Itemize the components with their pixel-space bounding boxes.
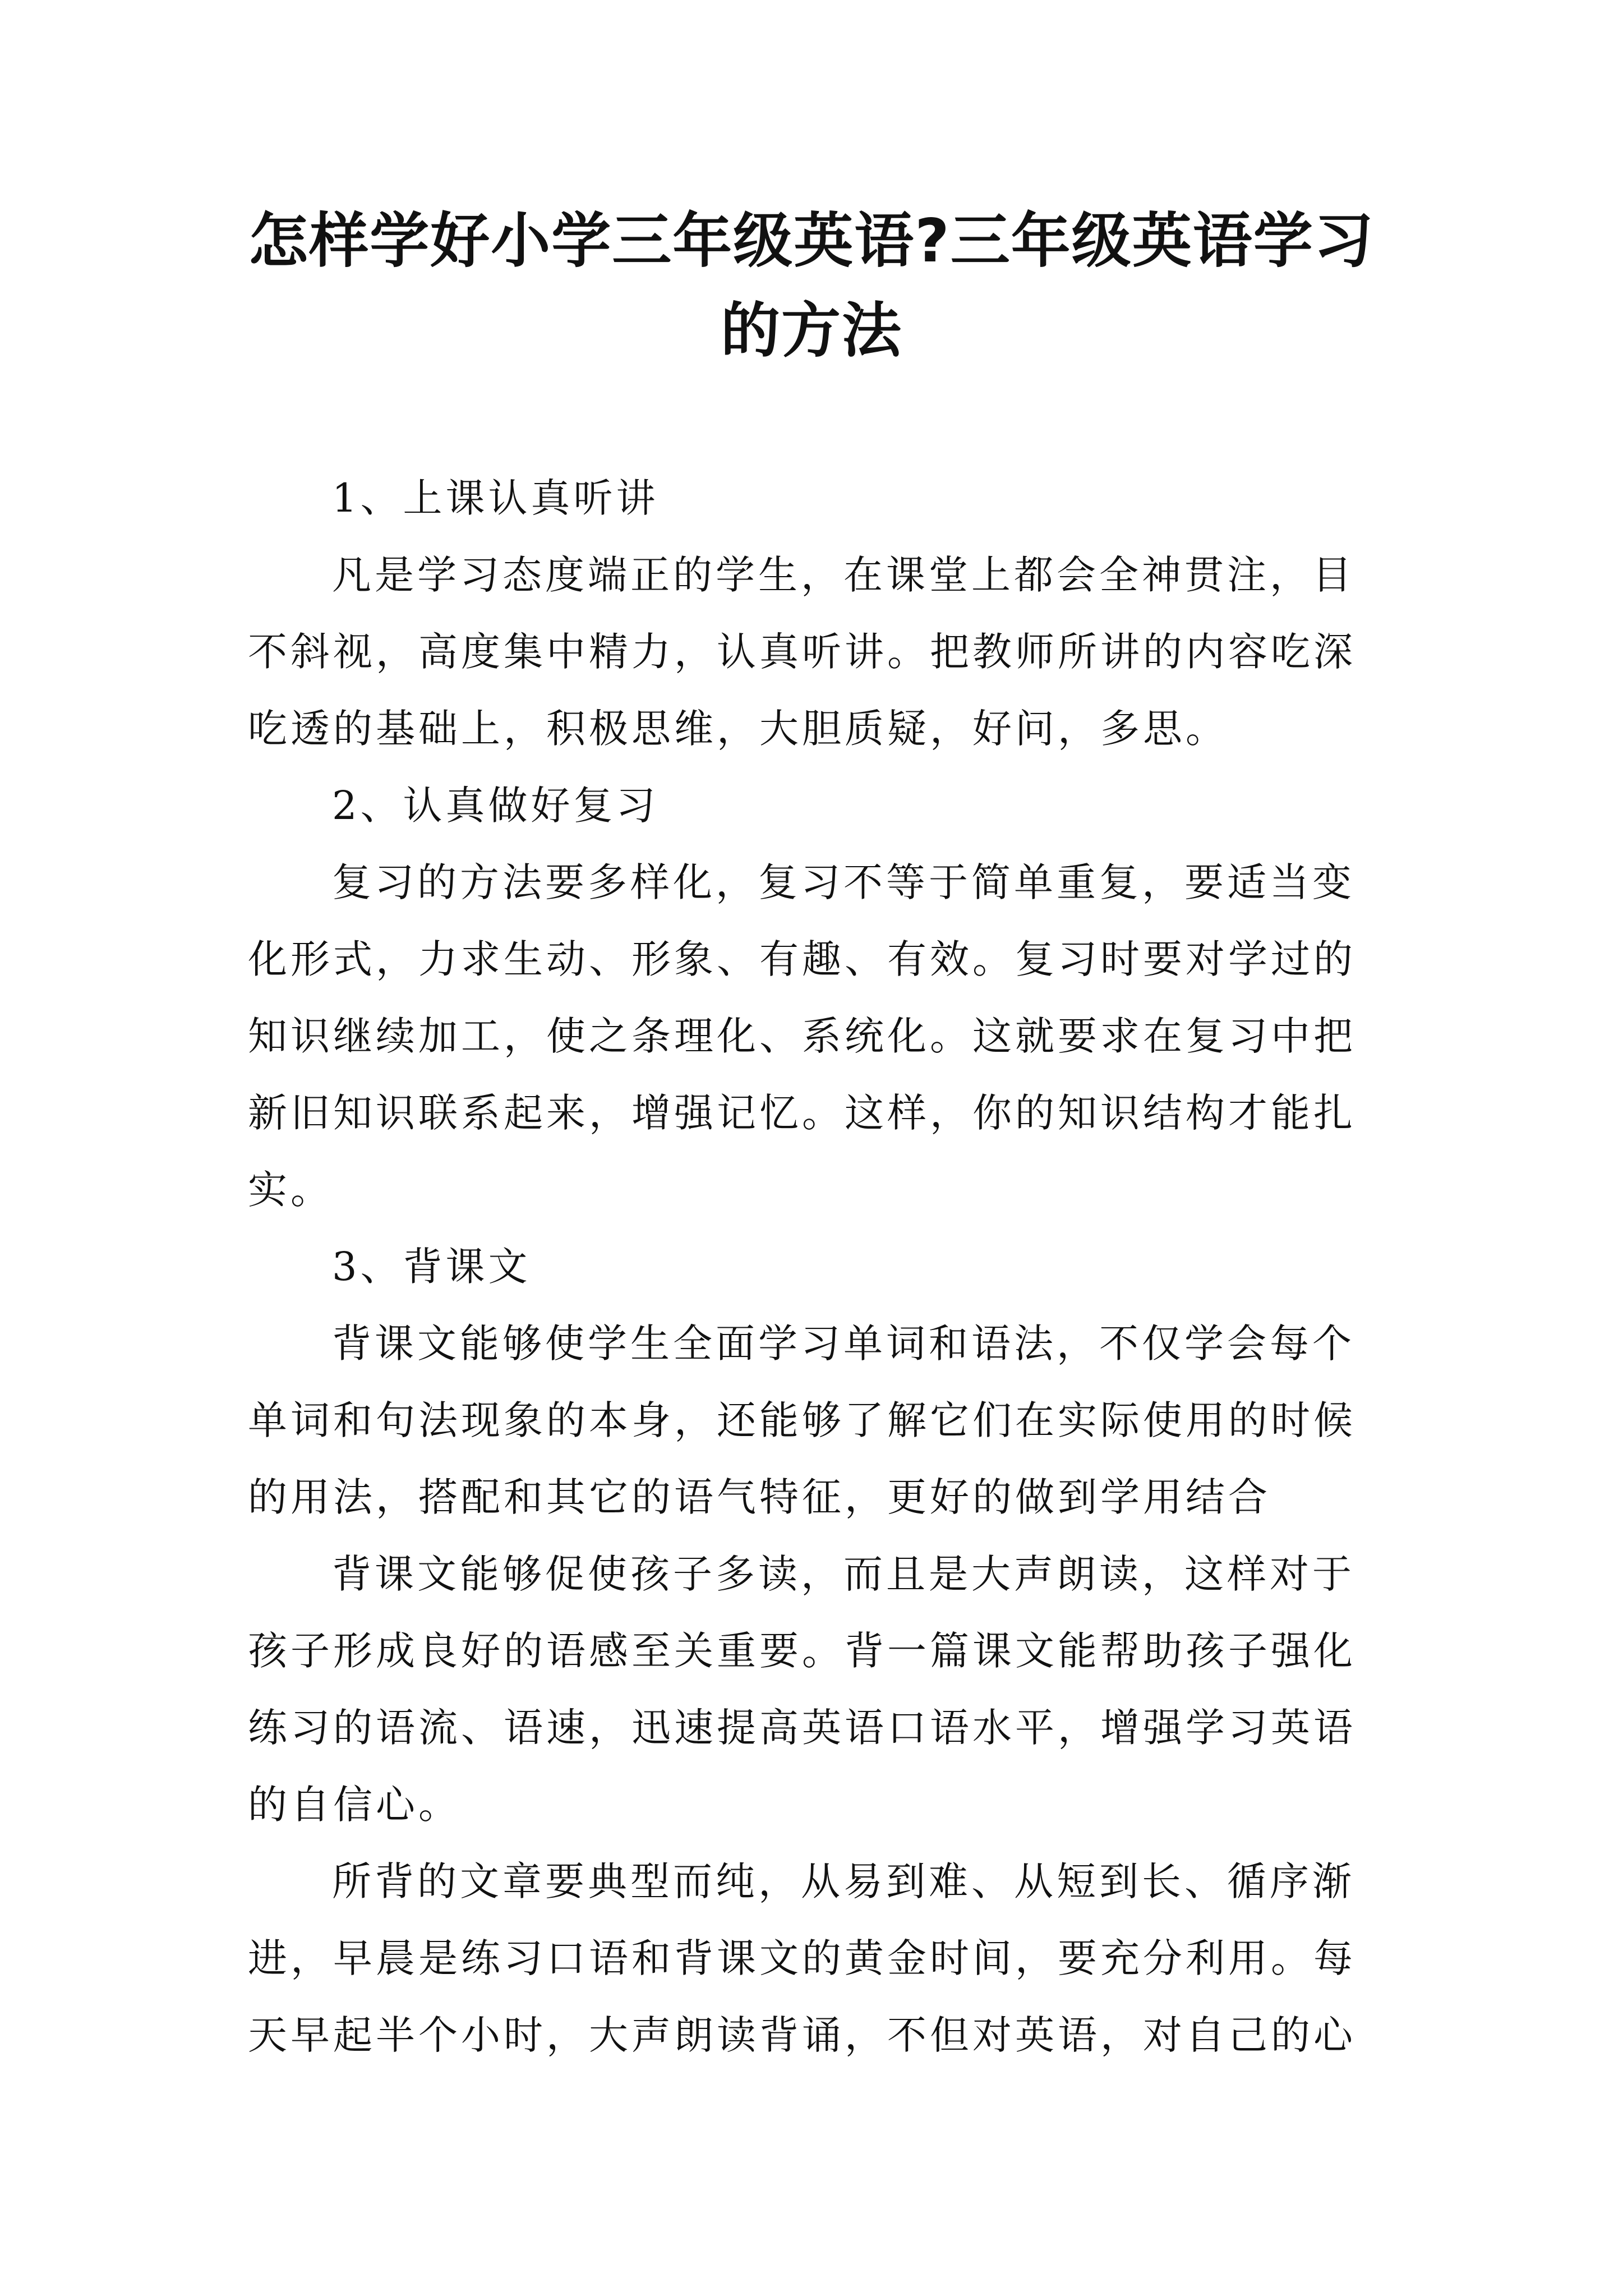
paragraph — [248, 844, 1392, 1228]
text-line: 练习的语流、语速，迅速提高英语口语水平，增强学习英语 — [248, 1705, 1356, 1751]
text-line: 背课文能够促使孩子多读，而且是大声朗读，这样对于 — [332, 1551, 1355, 1597]
section-heading-3: 3、背课文 — [332, 1244, 531, 1290]
text-line: 化形式，力求生动、形象、有趣、有效。复习时要对学过的 — [248, 936, 1356, 982]
text-line: 进，早晨是练习口语和背课文的黄金时间，要充分利用。每 — [248, 1935, 1356, 1981]
section-heading-1: 1、上课认真听讲 — [332, 475, 659, 521]
text-line: 复习的方法要多样化，复习不等于简单重复，要适当变 — [332, 859, 1355, 905]
text-line: 凡是学习态度端正的学生，在课堂上都会全神贯注，目 — [332, 552, 1355, 598]
paragraph — [248, 537, 1392, 767]
text-line: 知识继续加工，使之条理化、系统化。这就要求在复习中把 — [248, 1013, 1356, 1059]
text-line: 天早起半个小时，大声朗读背诵，不但对英语，对自己的心 — [248, 2012, 1356, 2058]
text-line: 所背的文章要典型而纯，从易到难、从短到长、循序渐 — [332, 1858, 1355, 1904]
text-line: 实。 — [248, 1167, 333, 1213]
paragraph — [248, 1305, 1392, 1536]
paragraph — [248, 1536, 1392, 1843]
text-line: 不斜视，高度集中精力，认真听讲。把教师所讲的内容吃深 — [248, 629, 1356, 675]
text-line: 的自信心。 — [248, 1782, 461, 1828]
title-line: 怎样学好小学三年级英语?三年级英语学习 — [248, 206, 1375, 275]
text-line: 孩子形成良好的语感至关重要。背一篇课文能帮助孩子强化 — [248, 1628, 1356, 1674]
text-line: 单词和句法现象的本身，还能够了解它们在实际使用的时候 — [248, 1397, 1356, 1443]
document-title — [236, 196, 1387, 376]
section-heading-2: 2、认真做好复习 — [332, 783, 659, 829]
text-line: 吃透的基础上，积极思维，大胆质疑，好问，多思。 — [248, 706, 1228, 752]
title-line: 的方法 — [721, 296, 902, 365]
document-body — [248, 460, 1392, 2074]
text-line: 背课文能够使学生全面学习单词和语法，不仅学会每个 — [332, 1320, 1355, 1366]
text-line: 的用法，搭配和其它的语气特征，更好的做到学用结合 — [248, 1474, 1271, 1520]
text-line: 新旧知识联系起来，增强记忆。这样，你的知识结构才能扎 — [248, 1090, 1356, 1136]
paragraph — [248, 1843, 1392, 2074]
